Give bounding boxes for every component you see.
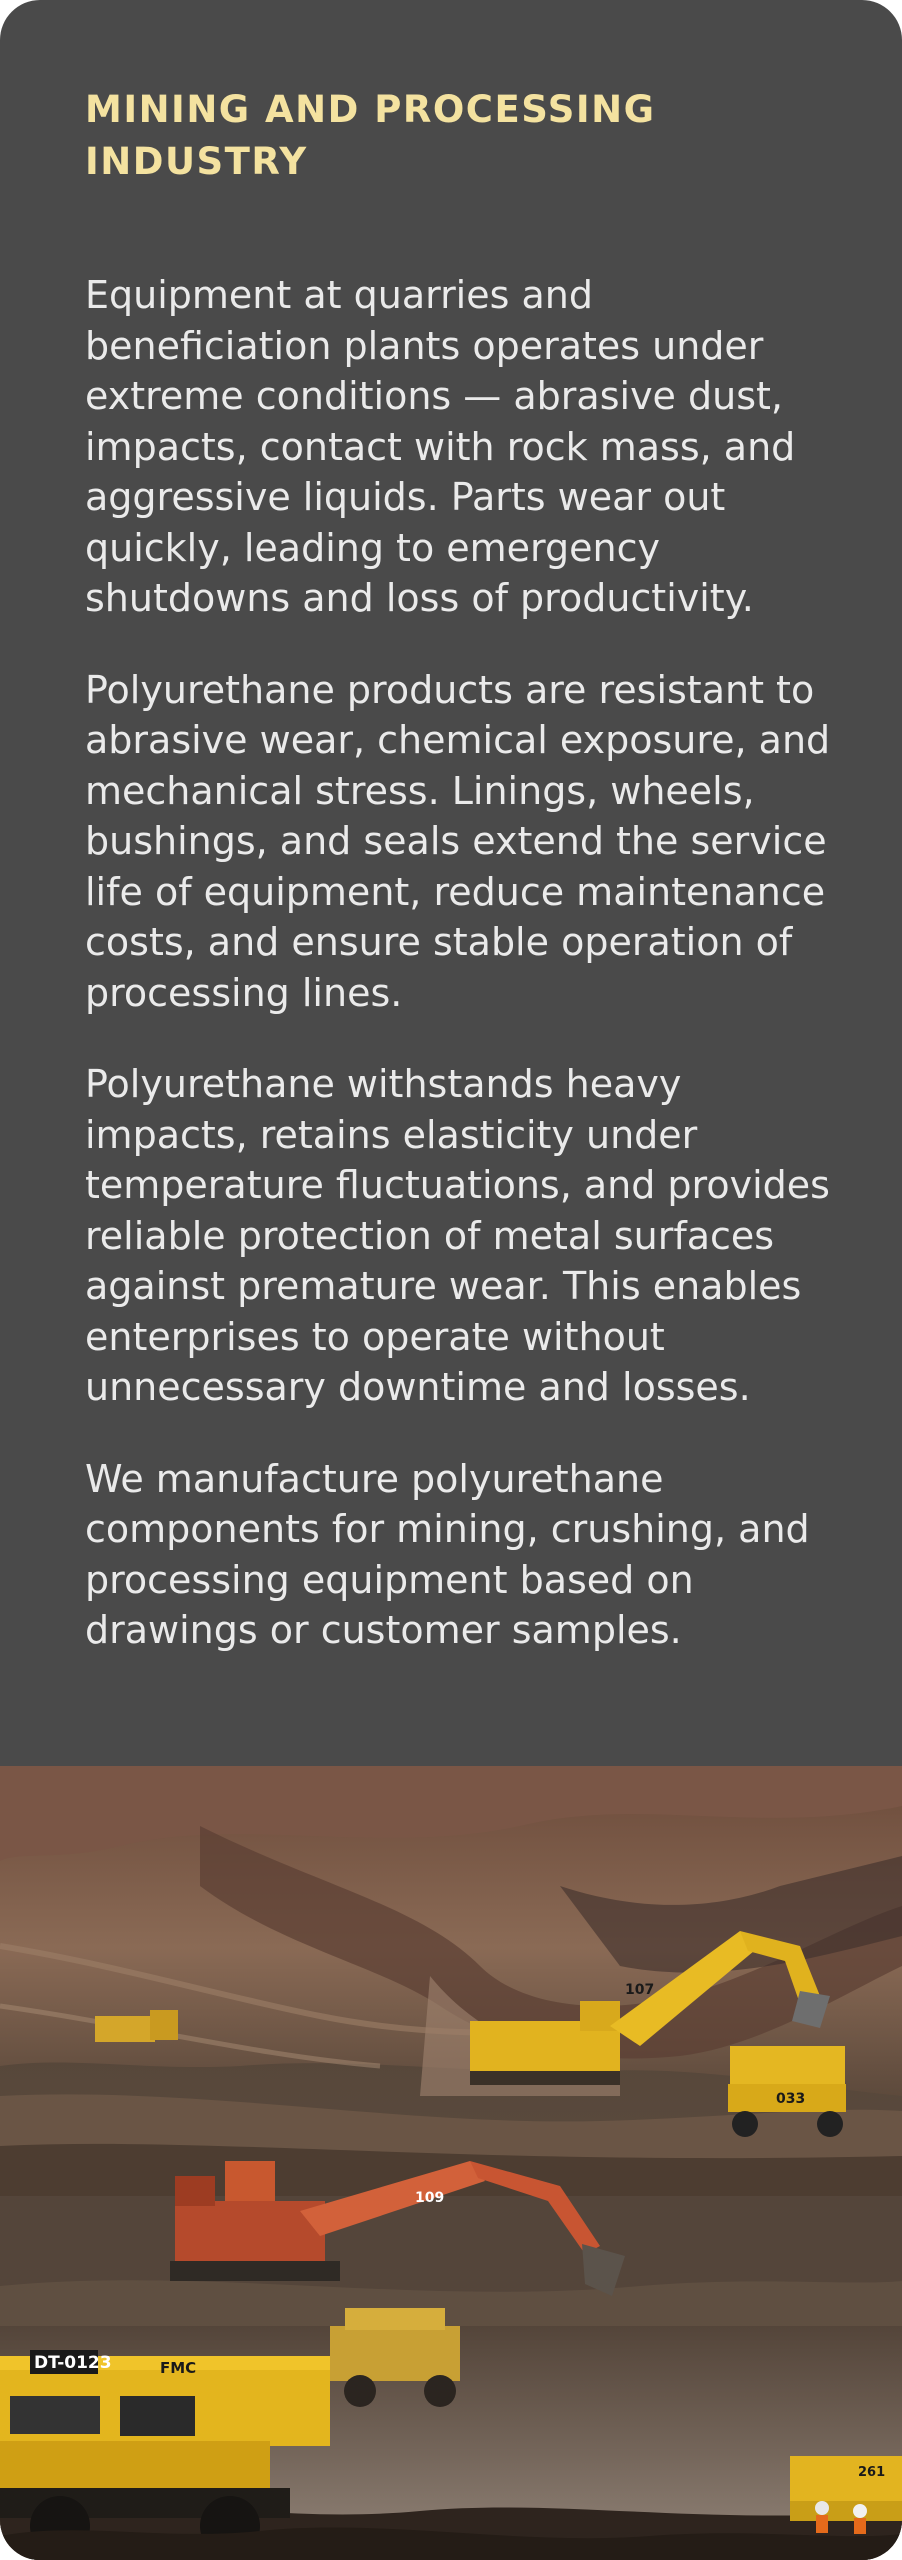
section-body: [85, 270, 845, 1697]
paragraph-elasticity: Polyurethane withstands heavy impacts, retains elasticity under temperature fluctuations, and provides reliable protection of metal surfaces against premature wear. This enables enterprises to operate without unnecessary downtime and losses.: [85, 1062, 830, 1409]
mining-quarry-photo: [0, 1766, 902, 2560]
right-truck-number: 261: [858, 2465, 886, 2480]
truck-id-label: DT-0123: [34, 2353, 112, 2373]
paragraph-manufacturing: We manufacture polyurethane components for mining, crushing, and processing equipment based on drawings or customer samples.: [85, 1456, 810, 1652]
yellow-excavator-number: 107: [625, 1982, 655, 1998]
paragraph-conditions: Equipment at quarries and beneficiation plants operates under extreme conditions — abrasive dust, impacts, contact with rock mass, and aggressive liquids. Parts wear out quickly, leading to emergency shutdowns and loss of productivity.: [85, 273, 796, 620]
red-excavator-number: 109: [415, 2190, 445, 2206]
section-title: MINING AND PROCESSING INDUSTRY: [85, 88, 656, 183]
paragraph-resistance: Polyurethane products are resistant to abrasive wear, chemical exposure, and mechanical stress. Linings, wheels, bushings, and seals extend the service life of equipment, reduce maintenance costs, and ensure stable operation of processing lines.: [85, 667, 831, 1015]
truck-brand-label: FMC: [160, 2359, 197, 2377]
dump-truck-number: 033: [776, 2091, 806, 2107]
